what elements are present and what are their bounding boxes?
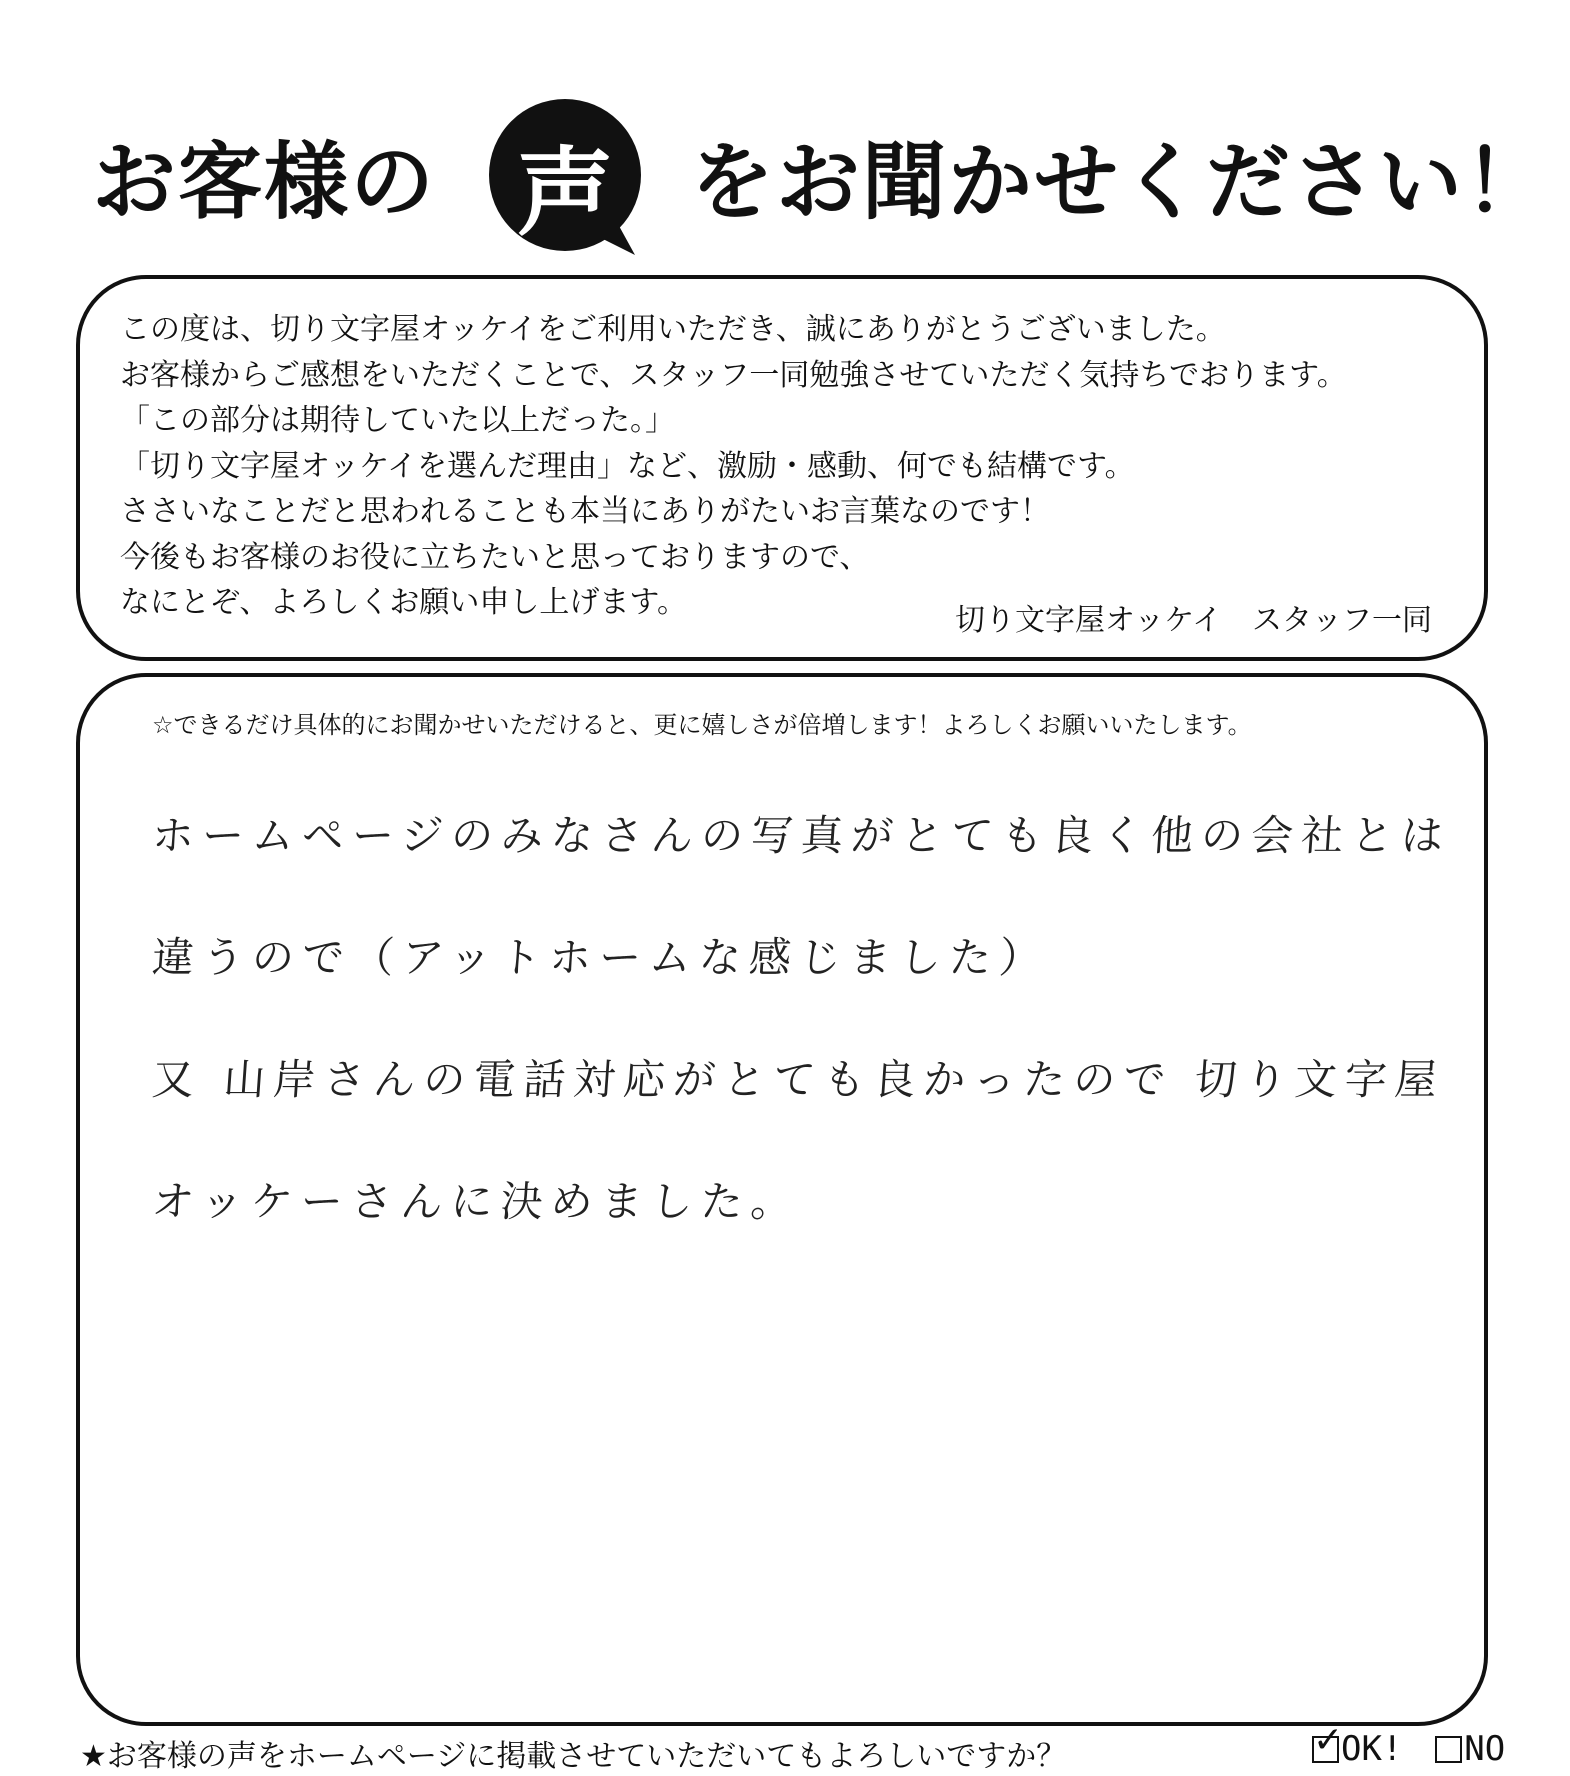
title-right-text: をお聞かせください！: [690, 133, 1551, 231]
comment-instruction: ☆できるだけ具体的にお聞かせいただけると、更に嬉しさが倍増します！よろしくお願いいたします。: [152, 711, 1252, 739]
handwritten-line: 違うので（アットホームな感じました）: [150, 933, 1051, 982]
page-title: [80, 95, 1551, 249]
intro-message-box: [76, 275, 1488, 661]
speech-bubble-icon: [485, 95, 650, 260]
title-left-text: お客様の: [92, 133, 437, 231]
intro-line: ささいなことだと思われることも本当にありがたいお言葉なのです！: [120, 494, 1050, 529]
handwritten-line: 又 山岸さんの電話対応がとても良かったので 切り文字屋: [150, 1055, 1447, 1104]
title-voice-char: 声: [517, 137, 613, 249]
consent-options: [1312, 1720, 1527, 1769]
intro-line: 今後もお客様のお役に立ちたいと思っておりますので、: [120, 539, 870, 575]
handwritten-comment: [152, 775, 1451, 1263]
ok-checkbox[interactable]: [1312, 1720, 1344, 1763]
check-mark-icon: ✓: [1313, 1720, 1344, 1761]
intro-line: お客様からご感想をいただくことで、スタッフ一同勉強させていただく気持ちでおります。: [120, 357, 1347, 393]
customer-comment-box: [76, 673, 1488, 1726]
intro-line: 「切り文字屋オッケイを選んだ理由」など、激励・感動、何でも結構です。: [120, 448, 1135, 484]
intro-lines: [120, 307, 1347, 626]
publish-consent-question: ★お客様の声をホームページに掲載させていただいてもよろしいですか？: [80, 1739, 1067, 1774]
publish-consent-row: [80, 1720, 1520, 1774]
no-label: NO: [1464, 1729, 1506, 1769]
no-checkbox[interactable]: [1435, 1736, 1462, 1763]
intro-line: なにとぞ、よろしくお願い申し上げます。: [120, 585, 687, 620]
handwritten-line: ホームページのみなさんの写真がとても良く他の会社とは: [150, 811, 1453, 860]
intro-line: 「この部分は期待していた以上だった。」: [120, 403, 675, 438]
staff-signature: 切り文字屋オッケイ スタッフ一同: [955, 603, 1432, 638]
handwritten-line: オッケーさんに決めました。: [150, 1177, 803, 1226]
intro-line: この度は、切り文字屋オッケイをご利用いただき、誠にありがとうございました。: [120, 312, 1226, 347]
ok-label: OK!: [1341, 1729, 1403, 1769]
